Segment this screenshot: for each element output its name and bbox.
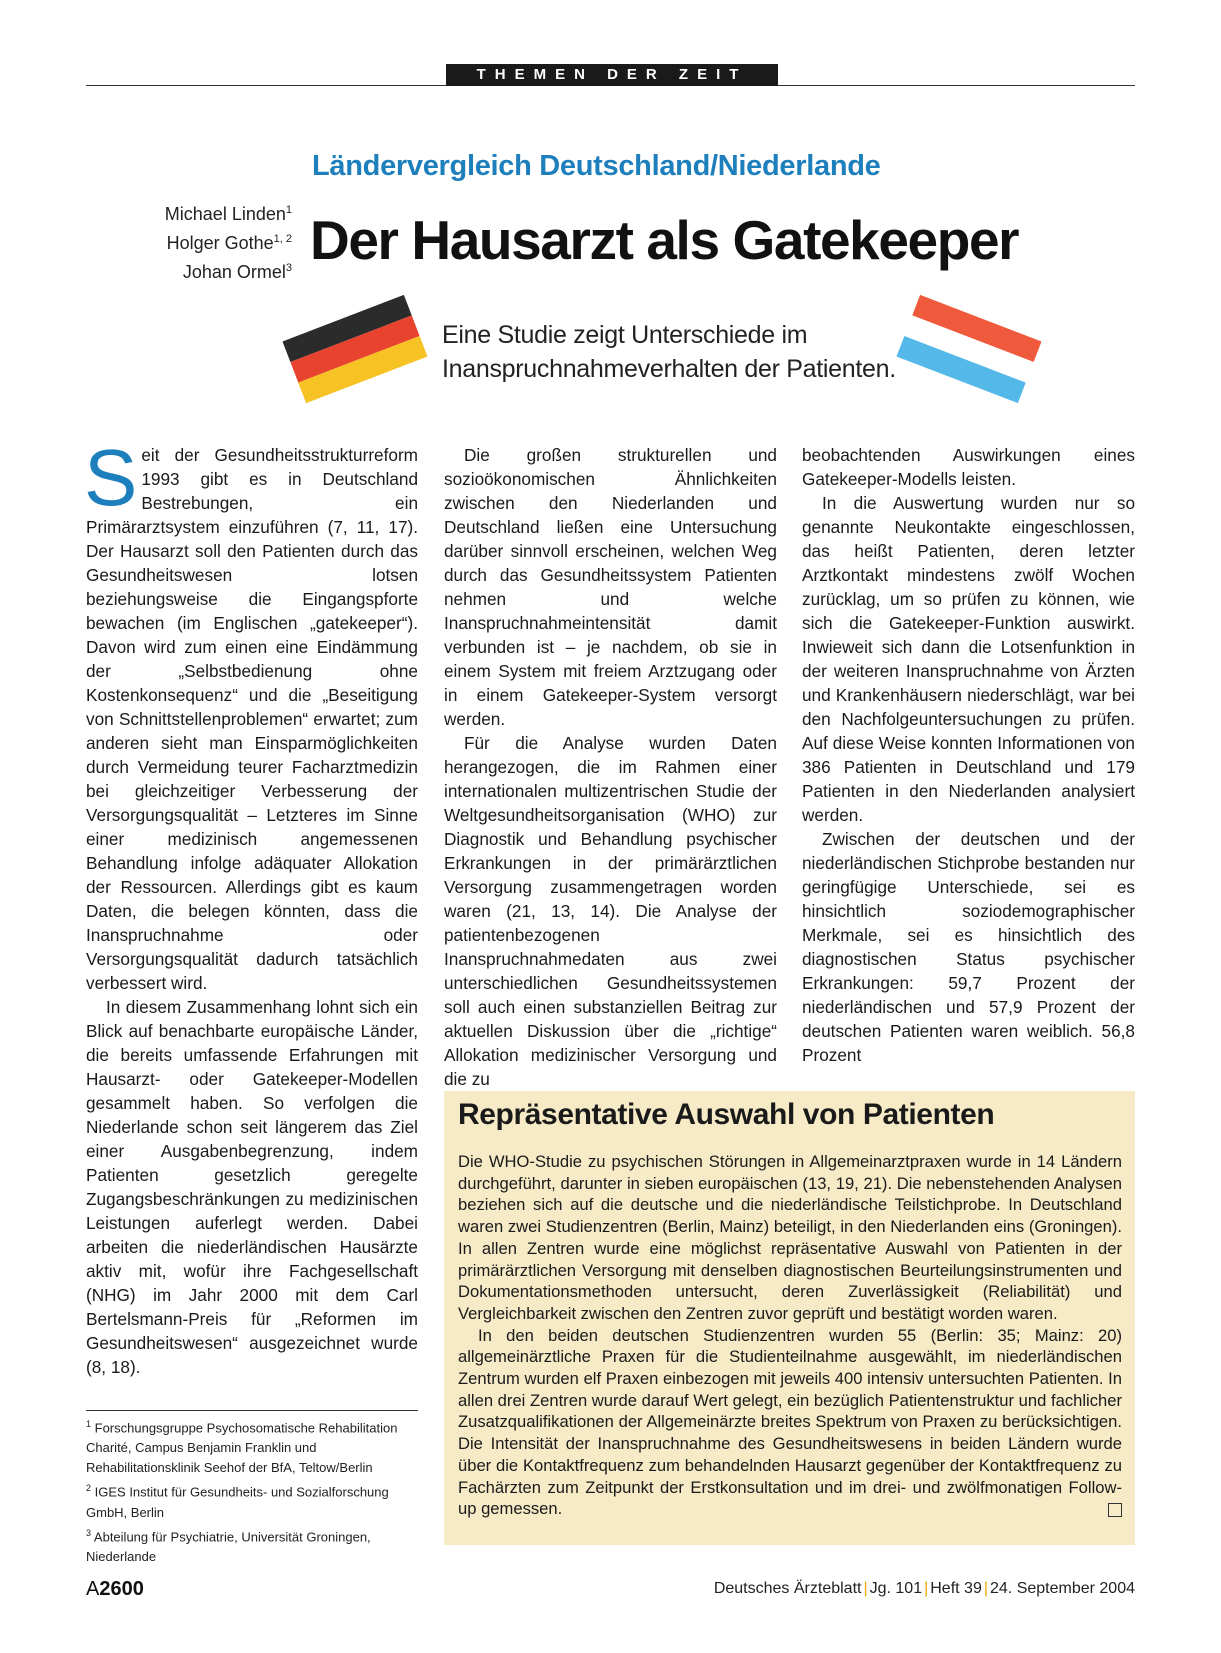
separator: | [924,1580,929,1597]
body-paragraph: In diesem Zusammenhang lohnt sich ein Blick auf benachbarte europäische Länder, die bereits umfassende Erfahrungen mit Hausarzt- oder Gatekeeper-Modellen gesammelt haben. So verfolgen die Niederlande schon seit längerem das Ziel einer Ausgabenbegrenzung, indem Patienten gesetzlich geregelte Zugangsbeschränkungen zu medizinischen Leistungen auferlegt werden. Dabei arbeiten die niederländischen Hausärzte aktiv mit, wofür ihre Fachgesellschaft (NHG) im Jahr 2000 mit dem Carl Bertelsmann-Preis für „Reformen im Gesundheitswesen“ ausgezeichnet wurde (8, 18). [86,997,418,1377]
footnote-text: Abteilung für Psychiatrie, Universität Groningen, Niederlande [86,1528,371,1564]
footnote-text: IGES Institut für Gesundheits- und Sozialforschung GmbH, Berlin [86,1484,389,1520]
footnote [86,1523,418,1567]
author-name: Holger Gothe [166,233,274,253]
text-column-2 [444,443,777,1091]
drop-cap: S [84,433,138,522]
headline: Der Hausarzt als Gatekeeper [310,209,1019,271]
box-paragraph: Die WHO-Studie zu psychischen Störungen in Allgemeinarztpraxen wurde in 14 Ländern durchgeführt, darunter in sieben europäischen (13, 19, 21). Die nebenstehenden Analysen beziehen sich auf die deutsche und die niederländische Teilstichprobe. In Deutschland waren zwei Studienzentren (Berlin, Mainz) beteiligt, in den Niederlanden eins (Groningen). In allen Zentren wurde eine möglichst repräsentative Auswahl von Patienten in der primärärztlichen Versorgung mit denselben diagnostischen Beurteilungsinstrumenten und Dokumentationsmethoden untersucht, deren Zuverlässigkeit (Reliabilität) und Vergleichbarkeit zwischen den Zentren zuvor geprüft und bestätigt worden waren. [458,1152,1122,1323]
text-column-1 [84,433,418,1379]
box-paragraph [458,1325,1122,1520]
subheadline [442,318,896,386]
author-affiliation: 1, 2 [273,233,292,245]
body-paragraph: beobachtenden Auswirkungen eines Gatekeeper-Modells leisten. [802,445,1135,489]
journal-name: Deutsches Ärzteblatt [713,1580,862,1597]
dutch-flag-icon [894,288,1044,410]
section-rubric: THEMEN DER ZEIT [446,64,778,86]
footnote-number: 2 [86,1483,92,1494]
footnote-text: Forschungsgruppe Psychosomatische Rehabilitation Charité, Campus Benjamin Franklin und Rehabilitationsklinik Seehof der BfA, Teltow/Berlin [86,1420,398,1476]
author-name: Michael Linden [164,204,286,224]
page-number-value: 2600 [99,1578,144,1600]
footnote-number: 1 [86,1419,92,1429]
subhead-line: Inanspruchnahmeverhalten der Patienten. [442,355,896,383]
author-list [120,198,292,285]
footnotes [86,1414,418,1567]
author-line [120,256,292,285]
body-paragraph: In die Auswertung wurden nur so genannte Neukontakte eingeschlossen, das heißt Patienten, deren letzter Arztkontakt mindestens zwölf Wochen zurücklag, um so prüfen zu können, wie sich die Gatekeeper-Funktion auswirkt. Inwieweit sich dann die Lotsenfunktion in der weiteren Inanspruchnahme von Ärzten und Krankenhäusern niederschlägt, war bei den Nachfolgeuntersuchungen zu prüfen. Auf diese Weise konnten Informationen von 386 Patienten in Deutschland und 179 Patienten in den Niederlanden analysiert werden. [802,493,1135,825]
info-box-title: Repräsentative Auswahl von Patienten [458,1098,995,1131]
page-number [86,1578,144,1601]
author-affiliation: 3 [285,262,292,274]
paragraph-text: eit der Gesundheitsstrukturreform 1993 gibt es in Deutschland Bestrebungen, ein Primärarztsystem einzuführen (7, 11, 17). Der Hausarzt soll den Patienten durch das Gesundheitswesen lotsen beziehungsweise die Eingangspforte bewachen (im Englischen „gatekeeper“). Davon wird zum einen eine Eindämmung der „Selbstbedienung ohne Kostenkonsequenz“ und die „Beseitigung von Schnittstellenproblemen“ erwartet; zum anderen sieht man Einsparmöglichkeiten durch Vermeidung teurer Facharztmedizin bei gleichzeitiger Verbesserung der Versorgungsqualität – Letzteres im Sinne einer medizinisch angemessenen Behandlung infolge adäquater Allokation der Ressourcen. Allerdings gibt es kaum Daten, die belegen könnten, dass die Inanspruchnahme oder Versorgungsqualität dadurch tatsächlich verbessert wird. [86,445,418,993]
body-paragraph: Die großen strukturellen und sozioökonomischen Ähnlichkeiten zwischen den Niederlanden und Deutschland ließen eine Untersuchung darüber sinnvoll erscheinen, welchen Weg durch das Gesundheitssystem Patienten nehmen und welche Inanspruchnahmeintensität damit verbunden ist – je nachdem, ob sie in einem System mit freiem Arztzugang oder in einem Gatekeeper-System versorgt werden. [444,445,777,729]
body-paragraph [84,433,418,995]
author-line [120,227,292,256]
info-box-body [458,1151,1122,1520]
german-flag-icon [280,288,430,410]
body-paragraph: Zwischen der deutschen und der niederländischen Stichprobe bestanden nur geringfügige Unterschiede, sei es hinsichtlich soziodemographischer Merkmale, sei es hinsichtlich des diagnostischen Status psychischer Erkrankungen: 59,7 Prozent der niederländischen und 57,9 Prozent der deutschen Patienten waren weiblich. 56,8 Prozent [802,829,1135,1065]
separator: | [863,1580,868,1597]
author-affiliation: 1 [285,204,292,216]
footnote [86,1478,418,1522]
paragraph-text: In den beiden deutschen Studienzentren wurden 55 (Berlin: 35; Mainz: 20) allgemeinärztliche Praxen für die Studienteilnahme ausgewählt, im niederländischen Zentrum wurden elf Praxen einbezogen mit jeweils 400 intensiv untersuchten Patienten. In allen drei Zentren wurde darauf Wert gelegt, ein bezüglich Patientenstruktur und fachlicher Zusatzqualifikationen der Allgemeinärzte breites Spektrum von Praxen zu berücksichtigen. Die Intensität der Inanspruchnahme des Gesundheitswesens in beiden Ländern wurde über die Kontaktfrequenz zum behandelnden Hausarzt gegenüber der Kontaktfrequenz zu Fachärzten zum Zeitpunkt der Erstkonsultation und im drei- und zwölfmonatigen Follow-up gemessen. [458,1325,1122,1519]
footnote-number: 3 [86,1527,92,1538]
text-column-3 [802,443,1135,1067]
journal-volume: Jg. 101 [869,1580,923,1597]
end-mark-icon [1108,1503,1122,1517]
author-name: Johan Ormel [182,262,286,282]
kicker: Ländervergleich Deutschland/Niederlande [312,150,881,182]
journal-issue: Heft 39 [930,1580,982,1597]
subhead-line: Eine Studie zeigt Unterschiede im [442,321,808,349]
journal-date: 24. September 2004 [990,1580,1135,1597]
separator: | [983,1580,988,1597]
journal-info [714,1580,1135,1598]
footnote [86,1414,418,1478]
page-prefix: A [86,1578,100,1600]
author-line [120,198,292,227]
body-paragraph: Für die Analyse wurden Daten herangezogen, die im Rahmen einer internationalen multizentrischen Studie der Weltgesundheitsorganisation (WHO) zur Diagnostik und Behandlung psychischer Erkrankungen in der primärärztlichen Versorgung zusammengetragen worden waren (21, 13, 14). Die Analyse der patientenbezogenen Inanspruchnahmedaten aus zwei unterschiedlichen Gesundheitssystemen soll auch einen substanziellen Beitrag zur aktuellen Diskussion über die „richtige“ Allokation medizinischer Versorgung und die zu [444,733,777,1089]
footnote-rule [86,1410,418,1411]
